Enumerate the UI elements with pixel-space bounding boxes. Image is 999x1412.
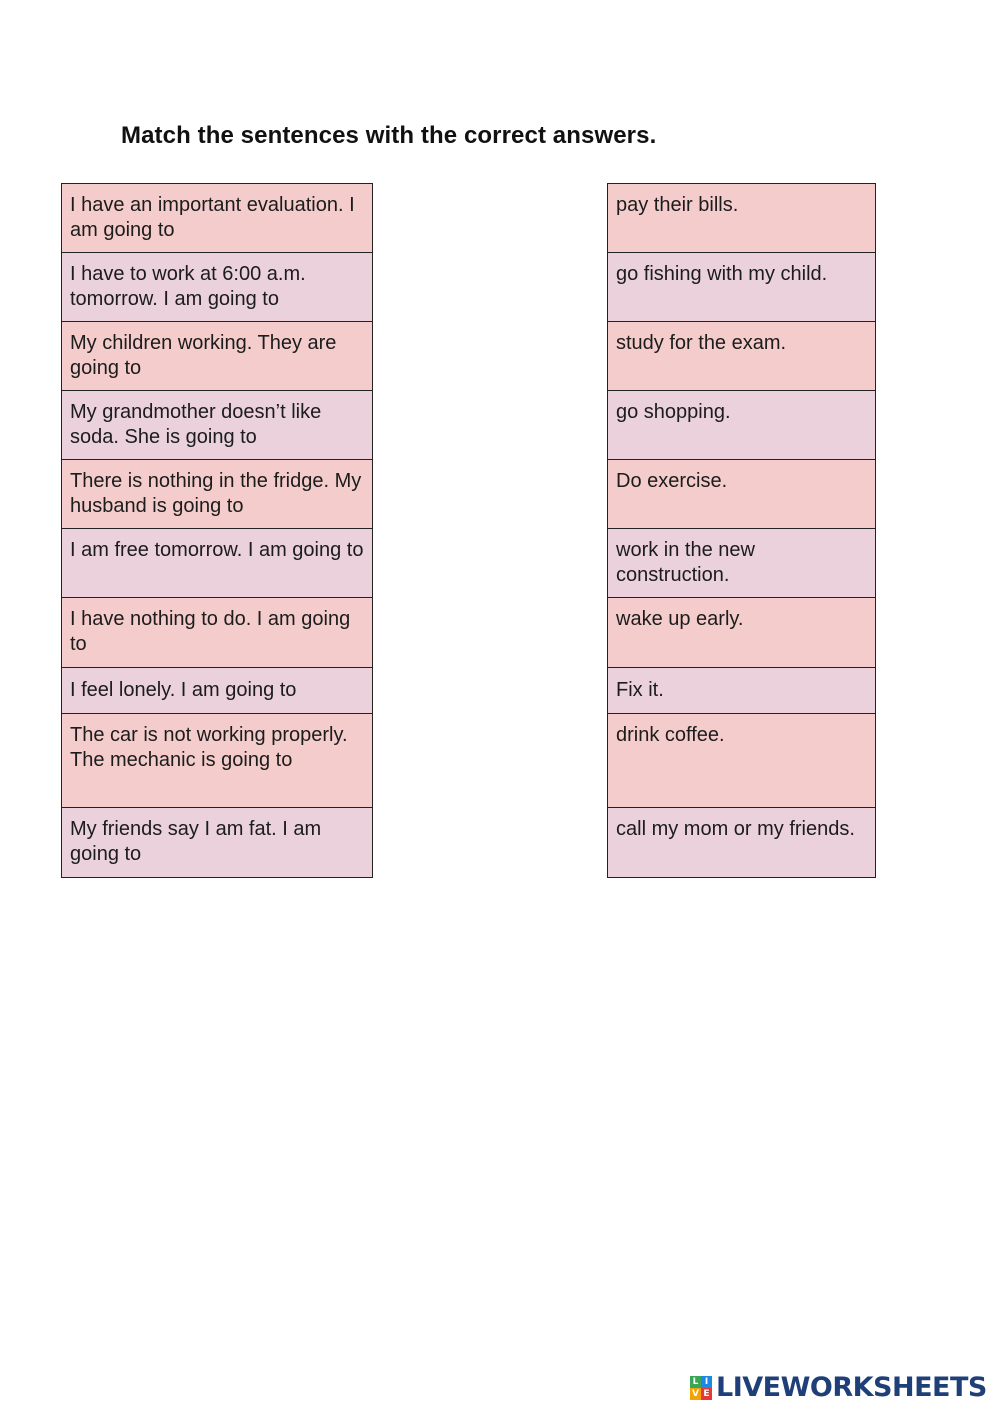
sentence-cell[interactable]: I have an important evaluation. I am going to	[62, 184, 372, 253]
sentence-cell[interactable]: I feel lonely. I am going to	[62, 668, 372, 714]
sentence-cell[interactable]: I have to work at 6:00 a.m. tomorrow. I am going to	[62, 253, 372, 322]
answer-cell[interactable]: drink coffee.	[608, 714, 875, 808]
answer-cell[interactable]: Fix it.	[608, 668, 875, 714]
sentence-cell[interactable]: I have nothing to do. I am going to	[62, 598, 372, 668]
worksheet-title: Match the sentences with the correct answers.	[121, 122, 657, 149]
logo-mark-letter: I	[701, 1376, 712, 1388]
answer-cell[interactable]: go fishing with my child.	[608, 253, 875, 322]
answer-cell[interactable]: study for the exam.	[608, 322, 875, 391]
sentence-cell[interactable]: The car is not working properly. The mechanic is going to	[62, 714, 372, 808]
sentence-cell[interactable]: My grandmother doesn’t like soda. She is going to	[62, 391, 372, 460]
sentence-cell[interactable]: My children working. They are going to	[62, 322, 372, 391]
logo-text: LIVEWORKSHEETS	[716, 1372, 987, 1403]
logo-mark-letter: V	[690, 1388, 701, 1400]
answer-cell[interactable]: pay their bills.	[608, 184, 875, 253]
answer-cell[interactable]: call my mom or my friends.	[608, 808, 875, 878]
answer-cell[interactable]: Do exercise.	[608, 460, 875, 529]
answer-cell[interactable]: go shopping.	[608, 391, 875, 460]
sentences-column	[61, 183, 373, 878]
logo-mark-letter: E	[701, 1388, 712, 1400]
answer-cell[interactable]: work in the new construction.	[608, 529, 875, 598]
answer-cell[interactable]: wake up early.	[608, 598, 875, 668]
sentence-cell[interactable]: There is nothing in the fridge. My husband is going to	[62, 460, 372, 529]
answers-column	[607, 183, 876, 878]
sentence-cell[interactable]: I am free tomorrow. I am going to	[62, 529, 372, 598]
logo-mark-icon	[690, 1376, 712, 1400]
logo-mark-letter: L	[690, 1376, 701, 1388]
sentence-cell[interactable]: My friends say I am fat. I am going to	[62, 808, 372, 878]
liveworksheets-logo	[690, 1372, 987, 1403]
